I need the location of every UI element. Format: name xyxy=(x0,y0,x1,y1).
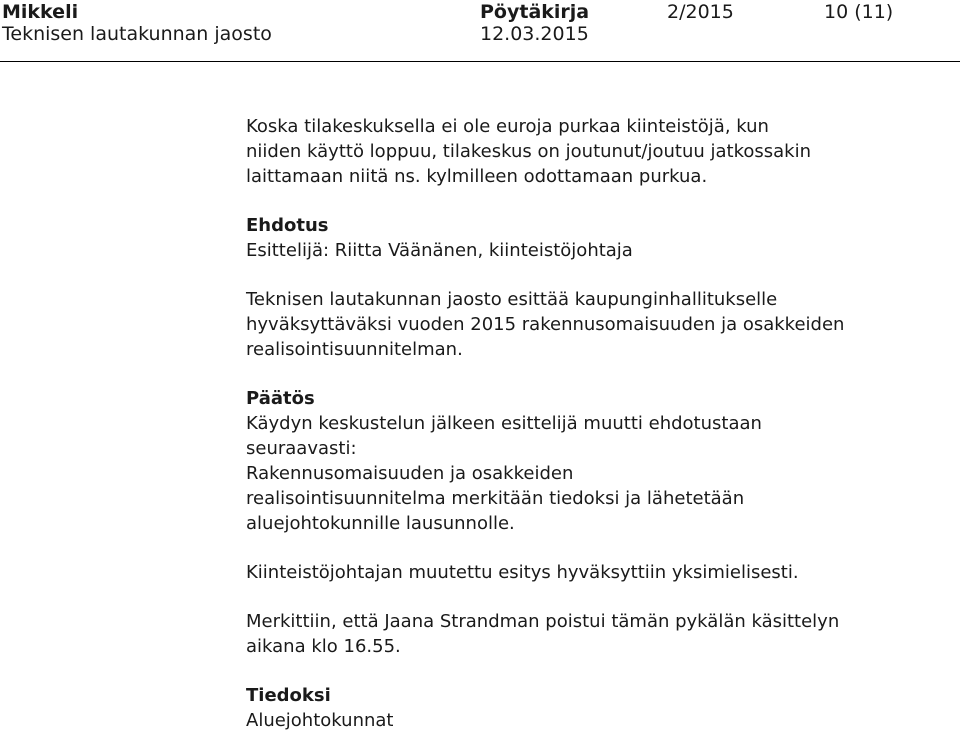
decision-line: realisointisuunnitelma merkitään tiedoksi ja lähetetään xyxy=(246,488,745,509)
proposal-line: realisointisuunnitelman. xyxy=(246,339,463,360)
intro-line: niiden käyttö loppuu, tilakeskus on joutunut/joutuu jatkossakin xyxy=(246,141,811,162)
decision-line: Käydyn keskustelun jälkeen esittelijä muutti ehdotustaan xyxy=(246,413,762,434)
presenter-line: Esittelijä: Riitta Väänänen, kiinteistöjohtaja xyxy=(246,240,633,261)
header-divider xyxy=(0,61,960,62)
proposal-line: hyväksyttäväksi vuoden 2015 rakennusomaisuuden ja osakkeiden xyxy=(246,314,845,335)
note-line: Merkittiin, että Jaana Strandman poistui tämän pykälän käsittelyn xyxy=(246,611,840,632)
proposal-text xyxy=(246,287,946,362)
distribution-section xyxy=(246,683,946,733)
note-line: aikana klo 16.55. xyxy=(246,636,401,657)
meeting-date: 12.03.2015 xyxy=(480,23,589,45)
page-info: 10 (11) xyxy=(824,1,894,23)
approval-paragraph xyxy=(246,560,946,585)
proposal-heading: Ehdotus xyxy=(246,215,329,236)
decision-line: seuraavasti: xyxy=(246,438,357,459)
proposal-line: Teknisen lautakunnan jaosto esittää kaupunginhallitukselle xyxy=(246,289,778,310)
decision-heading: Päätös xyxy=(246,388,315,409)
decision-line: aluejohtokunnille lausunnolle. xyxy=(246,513,515,534)
organization-name: Mikkeli xyxy=(2,1,79,23)
distribution-heading: Tiedoksi xyxy=(246,685,331,706)
decision-line: Rakennusomaisuuden ja osakkeiden xyxy=(246,463,574,484)
document-type: Pöytäkirja xyxy=(480,1,590,23)
distribution-recipients: Aluejohtokunnat xyxy=(246,710,394,731)
committee-name: Teknisen lautakunnan jaosto xyxy=(2,23,272,45)
document-number: 2/2015 xyxy=(667,1,734,23)
proposal-section xyxy=(246,213,946,263)
decision-section xyxy=(246,386,946,536)
approval-line: Kiinteistöjohtajan muutettu esitys hyväksyttiin yksimielisesti. xyxy=(246,562,799,583)
intro-paragraph xyxy=(246,114,946,189)
intro-line: Koska tilakeskuksella ei ole euroja purkaa kiinteistöjä, kun xyxy=(246,116,769,137)
intro-line: laittamaan niitä ns. kylmilleen odottamaan purkua. xyxy=(246,166,708,187)
document-header xyxy=(0,0,960,60)
document-body xyxy=(246,114,946,733)
note-paragraph xyxy=(246,609,946,659)
